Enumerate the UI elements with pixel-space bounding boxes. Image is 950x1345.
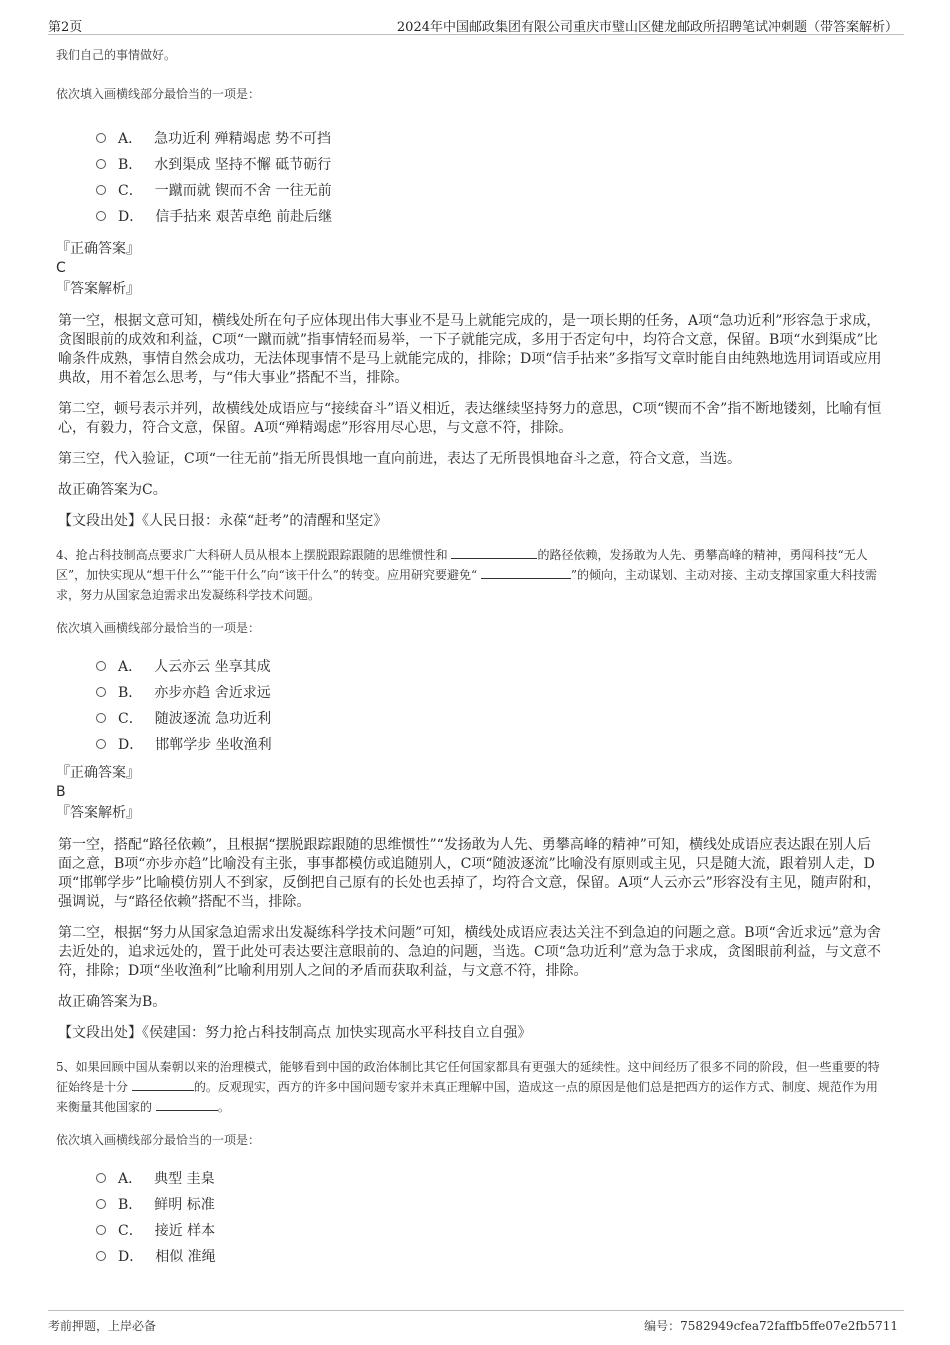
document-title: 2024年中国邮政集团有限公司重庆市璧山区健龙邮政所招聘笔试冲刺题（带答案解析） [396,20,898,35]
radio-icon[interactable] [96,1199,106,1209]
q3-lead-text: 我们自己的事情做好。 [56,48,177,62]
radio-icon[interactable] [96,159,106,169]
q3-analysis-label: 『答案解析』 [56,281,140,297]
answer-blank [451,546,537,559]
page-footer [48,1310,904,1337]
radio-icon[interactable] [96,713,106,723]
q3-analysis-3: 第三空，代入验证，C项“一往无前”指无所畏惧地一直向前进，表达了无所畏惧地奋斗之意，符合文意，当选。 [58,451,742,467]
q5-option-d[interactable]: D． 相似 准绳 [96,1244,884,1270]
q5-options [56,1166,884,1270]
q3-option-c[interactable]: C． 一蹴而就 锲而不舍 一往无前 [96,178,884,204]
page-number: 第2页 [48,20,83,35]
q4-analysis-1: 第一空，搭配“路径依赖”，且根据“摆脱跟踪跟随的思维惯性”“发扬敢为人先、勇攀高峰的精神”可知，横线处成语应表达跟在别人后面之意，B项“亦步亦趋”比喻没有主张，事事都模仿或追随别人，C项“随波逐流”比喻没有原则或主见，只是随大流，跟着别人走，D项“邯郸学步”比喻模仿别人不到家，反倒把自己原有的长处也丢掉了，均符合文意，保留。A项“人云亦云”形容没有主见，随声附和，强调说，与“路径依赖”搭配不当，排除。 [58,837,881,910]
q3-option-d[interactable]: D． 信手拈来 艰苦卓绝 前赴后继 [96,204,884,230]
q3-analysis-4: 故正确答案为C。 [58,482,167,498]
radio-icon[interactable] [96,185,106,195]
answer-blank [156,1098,218,1111]
radio-icon[interactable] [96,739,106,749]
q4-correct-label: 『正确答案』 [56,765,140,781]
q4-option-d[interactable]: D． 邯郸学步 坐收渔利 [96,732,884,758]
radio-icon[interactable] [96,1251,106,1261]
radio-icon[interactable] [96,661,106,671]
answer-blank [481,566,571,579]
q4-answer: B [56,784,66,800]
q4-option-a[interactable]: A． 人云亦云 坐享其成 [96,654,884,680]
q4-source: 【文段出处】《侯建国：努力抢占科技制高点 加快实现高水平科技自立自强》 [58,1025,532,1041]
q5-prompt: 依次填入画横线部分最恰当的一项是： [56,1133,261,1147]
page-content [56,40,884,1270]
q3-source: 【文段出处】《人民日报：永葆“赶考”的清醒和坚定》 [58,513,388,529]
q3-option-b[interactable]: B． 水到渠成 坚持不懈 砥节砺行 [96,152,884,178]
q4-analysis-3: 故正确答案为B。 [58,994,167,1010]
q3-correct-label: 『正确答案』 [56,241,140,257]
q3-analysis-2: 第二空，顿号表示并列，故横线处成语应与“接续奋斗”语义相近，表达继续坚持努力的意思，C项“锲而不舍”指不断地镂刻，比喻有恒心，有毅力，符合文意，保留。A项“殚精竭虑”形容用尽心思，与文意不符，排除。 [58,401,882,436]
q5-question-text: 5、如果回顾中国从秦朝以来的治理模式，能够看到中国的政治体制比其它任何国家都具有更强大的延续性。这中间经历了很多不同的阶段，但一些重要的特征始终是十分 的。反观现实，西方的许多中国问题专家并未真正理解中国，造成这一点的原因是他们总是把西方的运作方式、制度、规范作为用来衡量其他国家的 。 [56,1060,880,1114]
answer-blank [132,1078,194,1091]
radio-icon[interactable] [96,133,106,143]
q4-options [56,654,884,758]
page-header [48,12,904,35]
q3-answer: C [56,260,66,276]
radio-icon[interactable] [96,1173,106,1183]
q3-prompt: 依次填入画横线部分最恰当的一项是： [56,87,261,101]
q5-option-c[interactable]: C． 接近 样本 [96,1218,884,1244]
q4-analysis-2: 第二空，根据“努力从国家急迫需求出发凝练科学技术问题”可知，横线处成语应表达关注不到急迫的问题之意。B项“舍近求远”意为舍去近处的，追求远处的，置于此处可表达要注意眼前的、急迫的问题，当选。C项“急功近利”意为急于求成，贪图眼前利益，与文意不符，排除；D项“坐收渔利”比喻利用别人之间的矛盾而获取利益，与文意不符，排除。 [58,925,882,979]
q5-option-b[interactable]: B． 鲜明 标准 [96,1192,884,1218]
radio-icon[interactable] [96,687,106,697]
q4-option-c[interactable]: C． 随波逐流 急功近利 [96,706,884,732]
q4-option-b[interactable]: B． 亦步亦趋 舍近求远 [96,680,884,706]
q4-question-text: 4、抢占科技制高点要求广大科研人员从根本上摆脱跟踪跟随的思维惯性和 的路径依赖，发扬敢为人先、勇攀高峰的精神，勇闯科技“无人区”，加快实现从“想干什么”“能干什么”向“该干什么”的转变。应用研究要避免“ ”的倾向，主动谋划、主动对接、主动支撑国家重大科技需求，努力从国家急迫需求出发凝练科学技术问题。 [56,548,878,602]
q3-analysis-1: 第一空，根据文意可知，横线处所在句子应体现出伟大事业不是马上就能完成的，是一项长期的任务，A项“急功近利”形容急于求成，贪图眼前的成效和利益，C项“一蹴而就”指事情轻而易举，一下子就能完成，多用于否定句中，均符合文意，保留。B项“水到渠成”比喻条件成熟，事情自然会成功，无法体现事情不是马上就能完成的，排除；D项“信手拈来”多指写文章时能自由纯熟地选用词语或应用典故，用不着怎么思考，与“伟大事业”搭配不当，排除。 [58,313,882,386]
q4-prompt: 依次填入画横线部分最恰当的一项是： [56,621,261,635]
footer-slogan: 考前押题，上岸必备 [48,1319,157,1333]
q3-option-a[interactable]: A． 急功近利 殚精竭虑 势不可挡 [96,126,884,152]
q5-option-a[interactable]: A． 典型 圭臬 [96,1166,884,1192]
q3-options [56,126,884,230]
radio-icon[interactable] [96,211,106,221]
document-id: 编号：7582949cfea72faffb5ffe07e2fb5711 [644,1319,898,1333]
q4-analysis-label: 『答案解析』 [56,805,140,821]
radio-icon[interactable] [96,1225,106,1235]
